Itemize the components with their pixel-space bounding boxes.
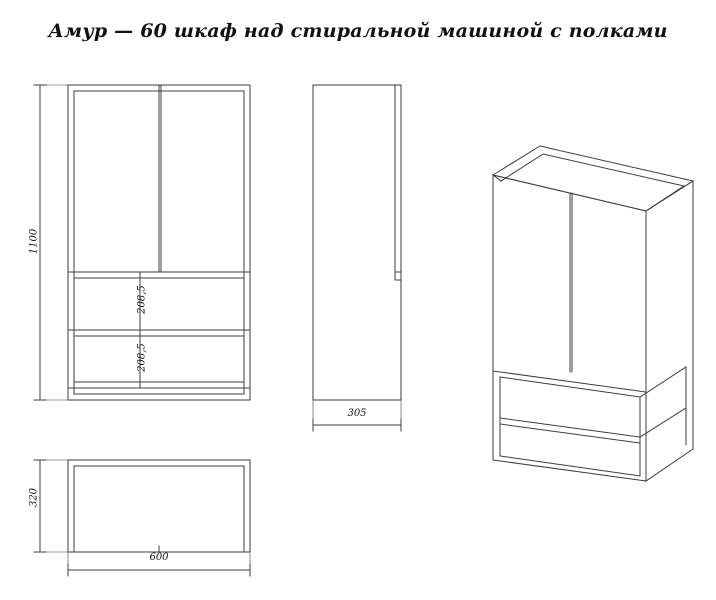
dim-label-side-depth: 305 (347, 408, 367, 419)
side-elevation-geometry (313, 85, 401, 400)
front-elevation-geometry (68, 85, 250, 400)
dim-label-niche-lower: 208,5 (136, 343, 148, 372)
dim-label-front-height: 1100 (28, 228, 40, 255)
dim-label-niche-upper: 208,5 (136, 285, 148, 314)
dim-label-top-width: 600 (149, 552, 169, 563)
isometric-view-geometry (493, 146, 693, 481)
top-view-geometry (68, 460, 250, 552)
page-title: Амур — 60 шкаф над стиральной машиной с полками (48, 20, 668, 42)
dim-label-top-depth: 320 (28, 487, 40, 508)
